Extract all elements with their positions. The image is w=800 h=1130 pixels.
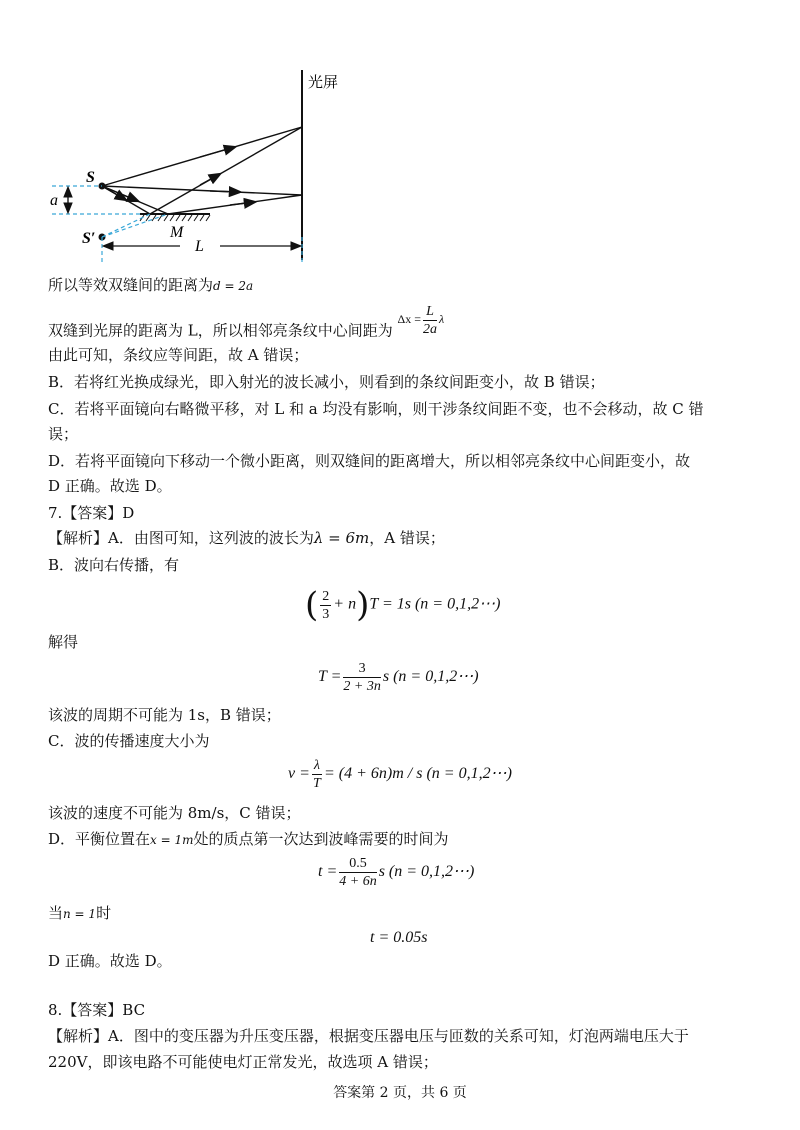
text-line-7: D．若将平面镜向下移动一个微小距离，则双缝间的距离增大，所以相邻亮条纹中心间距变小，故	[48, 452, 691, 470]
q7-period: 该波的周期不可能为 1s，B 错误；	[48, 706, 281, 724]
q8-line-2: 220V，即该电路不可能使电灯正常发光，故选项 A 错误；	[48, 1053, 438, 1071]
q7-jiexi: 【解析】A．由图可知，这列波的波长为λ = 6m，A 错误；	[48, 529, 445, 547]
label-M: M	[170, 224, 184, 241]
q7-d: D．平衡位置在x = 1m处的质点第一次达到波峰需要的时间为	[48, 830, 449, 848]
text-line-6: 误；	[48, 425, 79, 443]
q8-line-1: 【解析】A．图中的变压器为升压变压器，根据变压器电压与匝数的关系可知，灯泡两端电压大于	[48, 1027, 689, 1045]
label-L: L	[195, 238, 204, 255]
text-line-5: C．若将平面镜向右略微平移，对 L 和 a 均没有影响，则干涉条纹间距不变，也不会移动，故 C 错	[48, 400, 704, 418]
dang-line: 当n = 1时	[48, 904, 112, 922]
label-Sprime: S′	[82, 230, 96, 247]
light-rays	[102, 127, 302, 214]
text-line-4: B．若将红光换成绿光，即入射光的波长减小，则看到的条纹间距变小，故 B 错误；	[48, 373, 605, 391]
label-S: S	[86, 169, 95, 186]
equation-3: v = $\frac{\lambda}{T}$ = (4 + 6n)m / s (n = 0,1,2⋯)	[288, 758, 512, 791]
q7-speed: 该波的速度不可能为 8m/s，C 错误；	[48, 804, 301, 822]
label-screen: 光屏	[308, 73, 339, 91]
text-line-3: 由此可知，条纹应等间距，故 A 错误；	[48, 346, 309, 364]
page-footer: 答案第 2 页，共 6 页	[333, 1085, 467, 1101]
text-line-1: 所以等效双缝间的距离为d = 2a	[48, 276, 254, 294]
q7-c: C．波的传播速度大小为	[48, 732, 210, 750]
q7-answer: 7.【答案】D	[48, 504, 135, 522]
jiede: 解得	[48, 633, 79, 651]
equation-4: t = $\frac{0.5}{4 + 6n}$ s (n = 0,1,2⋯)	[318, 856, 475, 889]
q7-end: D 正确。故选 D。	[48, 952, 172, 970]
equation-1: ( $\frac{2}{3}$ + n)T = 1s (n = 0,1,2⋯)	[305, 585, 501, 625]
label-a: a	[50, 192, 58, 209]
delta-x-formula: Δx = L 2a λ	[397, 304, 445, 337]
text-line-8: D 正确。故选 D。	[48, 477, 172, 495]
optics-diagram	[40, 65, 380, 270]
q8-answer: 8.【答案】BC	[48, 1001, 146, 1019]
q7-b: B．波向右传播，有	[48, 556, 180, 574]
equation-2: T = $\frac{3}{2 + 3n}$ s (n = 0,1,2⋯)	[318, 661, 479, 694]
equation-5: t = 0.05s	[370, 929, 428, 946]
text-line-2: 双缝到光屏的距离为 L，所以相邻亮条纹中心间距为 $^{\Delta x = \frac{L}{2a} \lambda}$	[48, 304, 445, 340]
